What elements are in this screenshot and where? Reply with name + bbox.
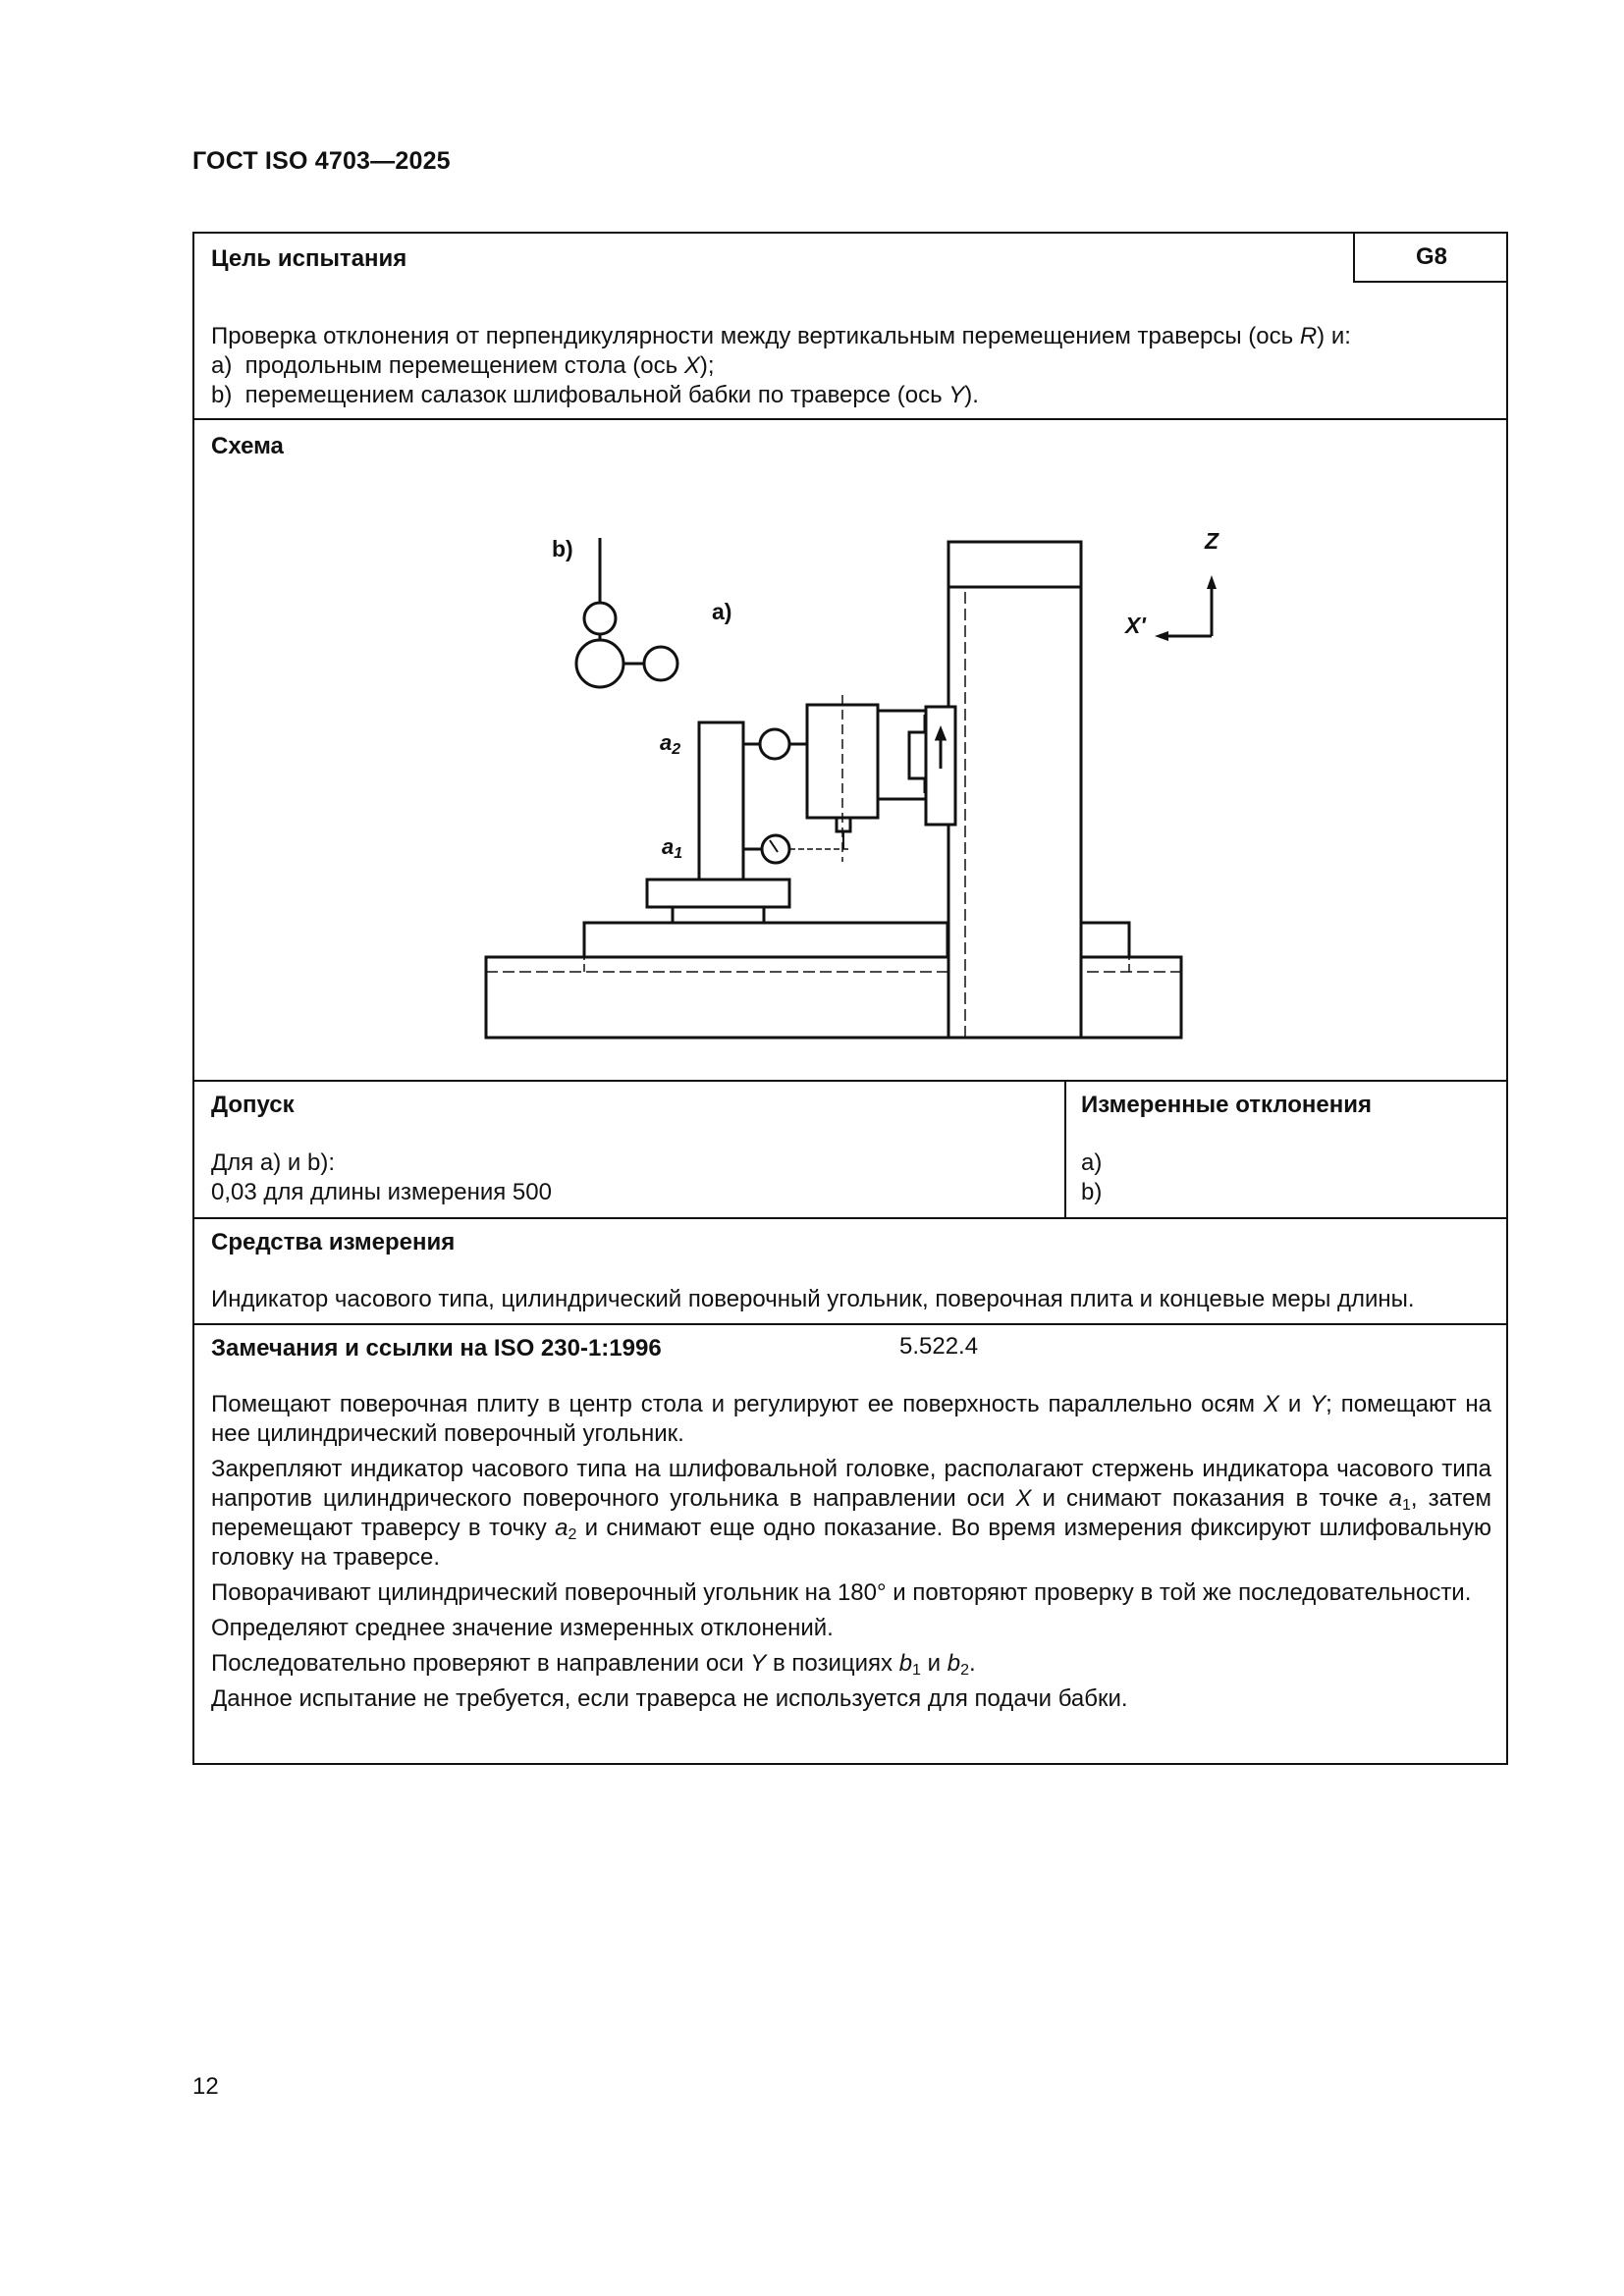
remarks-paragraph-1: Помещают поверочная плиту в центр стола и регулируют ее поверхность параллельно осям X и Y; помещают на нее цилиндрический поверочный угольник. [211,1391,1491,1447]
remarks-reference: 5.522.4 [899,1333,979,1360]
axis-x-label: X' [1125,613,1146,638]
label-a2: $a_2$ [660,730,681,758]
direction-a-small [644,647,677,680]
scheme-heading: Схема [211,433,284,459]
remarks-body [211,1390,1491,1720]
page-number: 12 [192,2073,219,2100]
direction-center [576,640,623,687]
direction-b-small [584,603,616,634]
surface-plate [647,880,789,907]
label-a: a) [712,599,732,624]
row-divider [194,1080,1506,1082]
measured-line-a: a) [1081,1149,1103,1176]
row-divider [194,418,1506,420]
measured-heading: Измеренные отклонения [1081,1092,1373,1118]
remarks-paragraph-2: Закрепляют индикатор часового типа на шлифовальной головке, располагают стержень индикатора часового типа напротив цилиндрического поверочного угольника в направлении оси X и снимают показания в точке $a_1$, затем перемещают траверсу в точку $a_2$ и снимают еще одно показание. Во время измерения фиксируют шлифовальную головку на траверсе. [211,1456,1492,1571]
instruments-heading: Средства измерения [211,1229,456,1255]
remarks-paragraph-6: Данное испытание не требуется, если траверса не используется для подачи бабки. [211,1685,1128,1712]
remarks-paragraph-4: Определяют среднее значение измеренных отклонений. [211,1615,834,1641]
machine-table-right [1080,923,1129,957]
remarks-paragraph-5: Последовательно проверяют в направлении оси Y в позициях $b_1$ и $b_2$. [211,1650,976,1679]
label-a1: $a_1$ [662,834,683,862]
machine-table [584,923,947,957]
row-divider [194,1323,1506,1325]
indicator-a2 [760,729,789,759]
tolerance-heading: Допуск [211,1092,295,1118]
tolerance-line-1: Для a) и b): [211,1149,336,1176]
machine-column [948,542,1081,1038]
test-id: G8 [1353,234,1508,283]
document-header: ГОСТ ISO 4703—2025 [192,147,451,175]
row-divider [194,1217,1506,1219]
measured-line-b: b) [1081,1179,1103,1205]
objective-item-a: a) продольным перемещением стола (ось X); [211,352,715,379]
column-divider [1064,1080,1066,1217]
objective-heading: Цель испытания [211,245,407,272]
label-b: b) [552,536,573,561]
instruments-text: Индикатор часового типа, цилиндрический поверочный угольник, поверочная плита и концевые меры длины. [211,1286,1415,1312]
test-sheet-table [192,232,1508,1765]
remarks-heading: Замечания и ссылки на ISO 230-1:1996 [211,1335,662,1362]
tolerance-line-2: 0,03 для длины измерения 500 [211,1179,552,1205]
axis-z-label: Z [1205,528,1219,554]
scheme-diagram [194,469,1506,1078]
objective-text: Проверка отклонения от перпендикулярности между вертикальным перемещением траверсы (ось R) и: [211,323,1351,349]
objective-item-b: b) перемещением салазок шлифовальной бабки по траверсе (ось Y). [211,382,979,408]
cylindrical-square [699,722,743,880]
remarks-paragraph-3: Поворачивают цилиндрический поверочный угольник на 180° и повторяют проверку в той же последовательности. [211,1579,1472,1606]
